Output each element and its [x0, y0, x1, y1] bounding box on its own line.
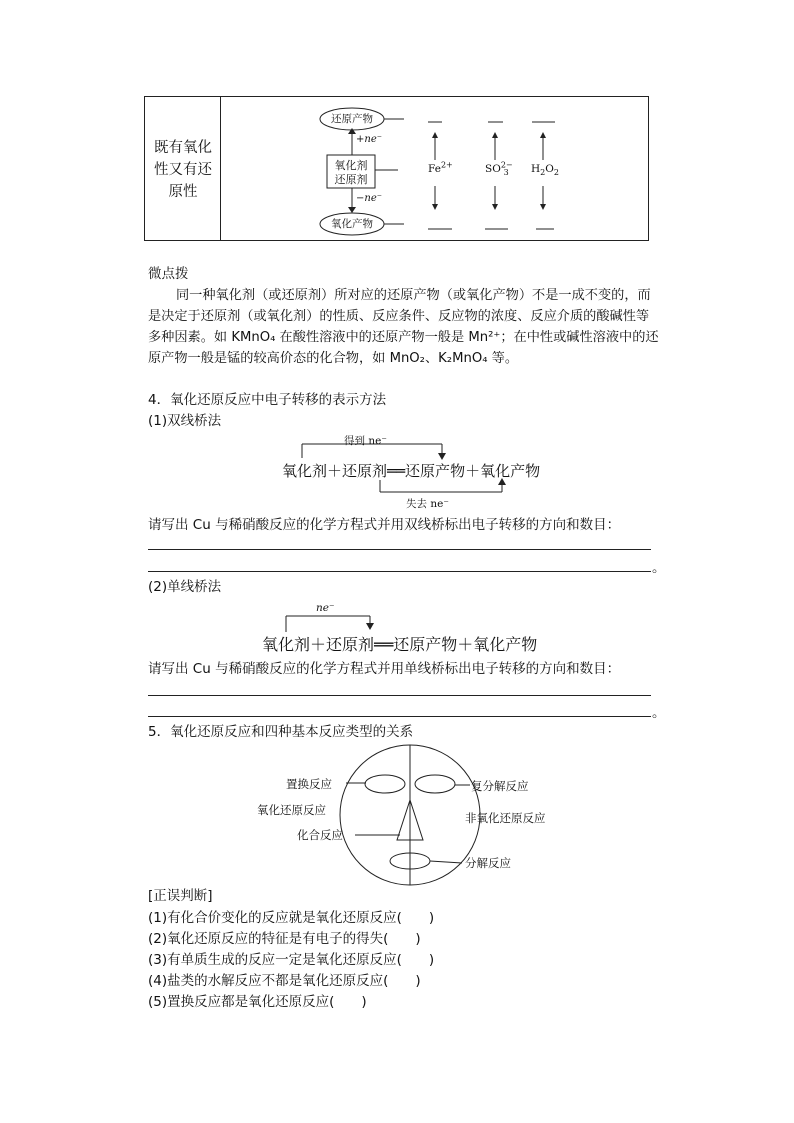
arrowhead [348, 128, 356, 134]
label-redox: 氧化还原反应 [257, 803, 326, 817]
double-decomp-ellipse [415, 775, 455, 793]
period: 。 [652, 705, 666, 721]
arrowhead [348, 207, 356, 213]
judgement-item: (2)氧化还原反应的特征是有电子的得失( ) [148, 931, 421, 947]
oxidation-product-label: 氧化产物 [331, 218, 373, 230]
tip-title: 微点拨 [148, 266, 189, 282]
label-double-decomposition: 复分解反应 [471, 779, 529, 793]
oxidant-label: 氧化剂 [334, 159, 368, 172]
double-bridge-prompt: 请写出 Cu 与稀硝酸反应的化学方程式并用双线桥标出电子转移的方向和数目： [148, 517, 621, 533]
judgement-item: (3)有单质生成的反应一定是氧化还原反应( ) [148, 952, 435, 968]
lose-electron-label: −ne⁻ [356, 193, 383, 204]
label-replacement: 置换反应 [286, 777, 332, 791]
fe-column [428, 122, 452, 229]
answer-line[interactable] [148, 549, 651, 550]
single-bridge-equation: 氧化剂＋还原剂══还原产物＋氧化产物 [262, 635, 538, 654]
judgement-title: [正误判断] [148, 888, 213, 904]
section4-title: 4．氧化还原反应中电子转移的表示方法 [148, 392, 387, 408]
replacement-ellipse [365, 775, 405, 793]
label-combination: 化合反应 [297, 828, 343, 842]
reductant-label: 还原剂 [334, 173, 368, 186]
gain-electron-label: +ne⁻ [356, 134, 383, 145]
section5-title: 5．氧化还原反应和四种基本反应类型的关系 [148, 724, 414, 740]
species-fe2: $Fe^{2+}$ [428, 160, 453, 175]
judgement-item: (1)有化合价变化的反应就是氧化还原反应( ) [148, 910, 435, 926]
period: 。 [652, 560, 666, 576]
tip-text: 同一种氧化剂（或还原剂）所对应的还原产物（或氧化产物）不是一成不变的，而是决定于还原剂（或氧化剂）的性质、反应条件、反应物的浓度、反应介质的酸碱性等多种因素。如 KMnO₄ 在酸性溶液中的还原产物一般是 Mn²⁺；在中性或碱性溶液中的还原产物一般是锰的较高价态的化合物，如 MnO₂、K₂MnO₄ 等。 [148, 288, 659, 366]
judgement-item: (4)盐类的水解反应不都是氧化还原反应( ) [148, 973, 421, 989]
single-bridge-prompt: 请写出 Cu 与稀硝酸反应的化学方程式并用单线桥标出电子转移的方向和数目： [148, 661, 621, 677]
double-bridge-equation: 氧化剂＋还原剂══还原产物＋氧化产物 [282, 462, 541, 480]
species-h2o2: $H_2O_2$ [531, 163, 559, 178]
judgement-item: (5)置换反应都是氧化还原反应( ) [148, 994, 367, 1010]
answer-line[interactable] [148, 695, 651, 696]
answer-line[interactable] [148, 571, 651, 572]
double-bridge-title: (1)双线桥法 [148, 413, 222, 429]
double-bridge-gain-label: 得到 ne⁻ [344, 435, 387, 447]
single-bridge-diagram [270, 600, 400, 636]
double-bridge-lose-label: 失去 ne⁻ [406, 498, 449, 510]
label-decomposition: 分解反应 [465, 856, 511, 870]
table-divider [220, 97, 221, 240]
species-so3: $SO^{2-}_3$ [485, 160, 513, 178]
answer-line[interactable] [148, 716, 651, 717]
single-bridge-title: (2)单线桥法 [148, 579, 222, 595]
table-row-label: 既有氧化性又有还原性 [154, 140, 212, 200]
reduction-product-label: 还原产物 [331, 113, 373, 125]
label-non-redox: 非氧化还原反应 [465, 811, 546, 825]
single-bridge-label: ne⁻ [316, 602, 335, 614]
